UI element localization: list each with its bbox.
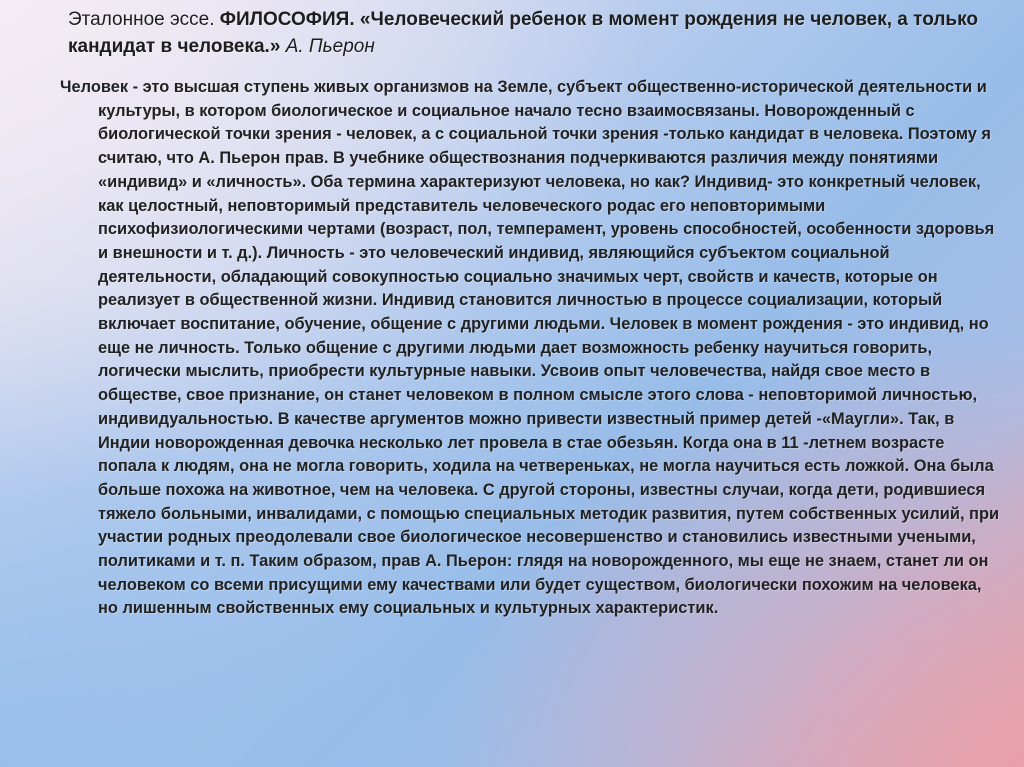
essay-body: Человек - это высшая ступень живых организмов на Земле, субъект общественно-исторической деятельности и культуры, в котором биологическое и социальное начало тесно взаимосвязаны. Новорожденный с биологической точки зрения - человек, а с социальной точки зрения -только кандидат в человека. Поэтому я считаю, что А. Пьерон прав. В учебнике обществознания подчеркиваются различия между понятиями «индивид» и «личность». Оба термина характеризуют человека, но как? Индивид- это конкретный человек, как целостный, неповторимый представитель человеческого родас его неповторимыми психофизиологическими чертами (возраст, пол, темперамент, уровень способностей, особенности здоровья и внешности и т. д.). Личность - это человеческий индивид, являющийся субъектом социальной деятельности, обладающий совокупностью социально значимых черт, свойств и качеств, которые он реализует в общественной жизни. Индивид становится личностью в процессе социализации, который включает воспитание, обучение, общение с другими людьми. Человек в момент рождения - это индивид, но еще не личность. Только общение с другими людьми дает возможность ребенку научиться говорить, логически мыслить, приобрести культурные навыки. Усвоив опыт человечества, найдя свое место в обществе, свое признание, он станет человеком в полном смысле этого слова - неповторимой личностью, индивидуальностью. В качестве аргументов можно привести известный пример детей -«Маугли». Так, в Индии новорожденная девочка несколько лет провела в стае обезьян. Когда она в 11 -летнем возрасте попала к людям, она не могла говорить, ходила на четвереньках, не могла научиться есть ложкой. Она была больше похожа на животное, чем на человека. С другой стороны, известны случаи, когда дети, родившиеся тяжело больными, инвалидами, с помощью специальных методик развития, путем собственных усилий, при участии родных преодолевали свое биологическое несовершенство и становились известными учеными, политиками и т. п. Таким образом, прав А. Пьерон: глядя на новорожденного, мы еще не знаем, станет ли он человеком со всеми присущими ему качествами или будет существом, биологически похожим на человека, но лишенным свойственных ему социальных и культурных характеристик. [60,78,1000,618]
slide-title [68,6,988,60]
title-prefix: Эталонное эссе. [68,9,220,30]
title-author: А. Пьерон [285,36,375,57]
title-quote: «Человеческий ребенок в момент рождения не человек, а только кандидат в человека.» [68,9,978,57]
title-subject: ФИЛОСОФИЯ. [219,9,360,30]
